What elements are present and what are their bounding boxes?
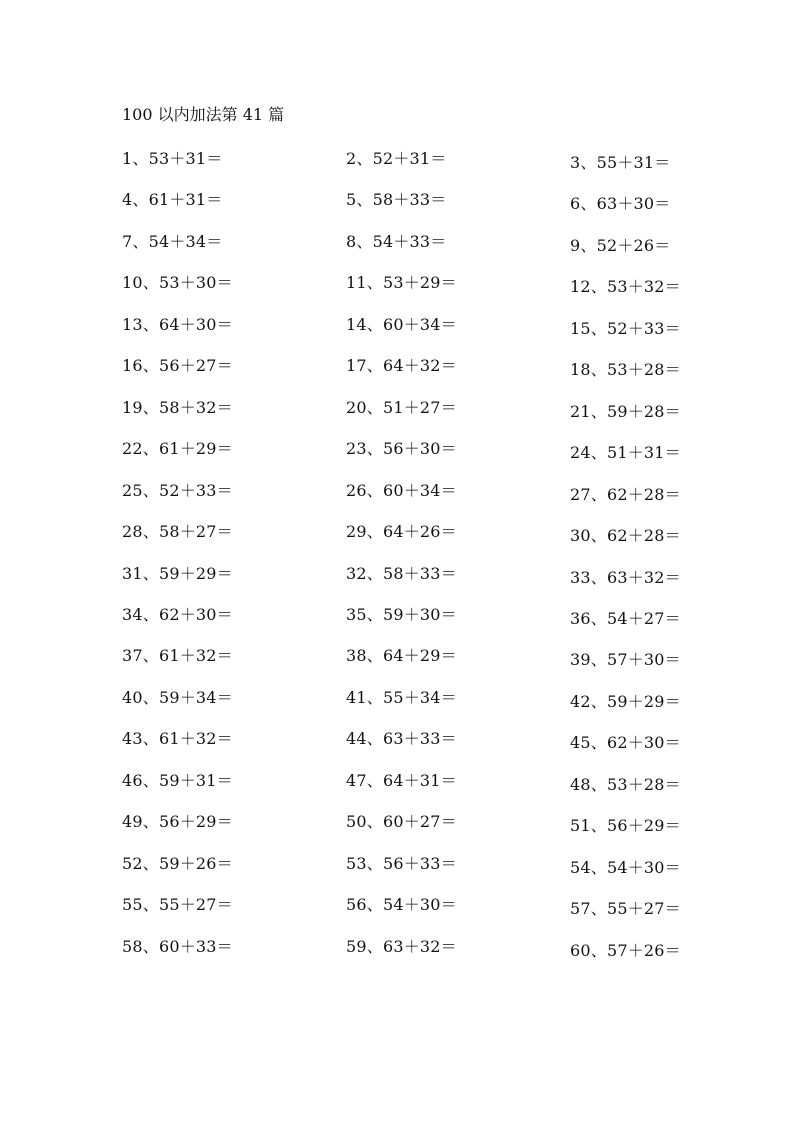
problem-item: 6、63＋30＝ bbox=[570, 194, 671, 213]
problem-item: 40、59＋34＝ bbox=[122, 688, 233, 707]
problem-item: 9、52＋26＝ bbox=[570, 236, 671, 255]
problem-item: 43、61＋32＝ bbox=[122, 729, 233, 748]
problem-item: 5、58＋33＝ bbox=[346, 190, 447, 209]
problem-item: 19、58＋32＝ bbox=[122, 398, 233, 417]
problem-item: 13、64＋30＝ bbox=[122, 315, 233, 334]
problem-item: 11、53＋29＝ bbox=[346, 273, 457, 292]
problem-item: 53、56＋33＝ bbox=[346, 854, 457, 873]
problem-item: 48、53＋28＝ bbox=[570, 775, 681, 794]
problem-item: 14、60＋34＝ bbox=[346, 315, 457, 334]
problem-item: 44、63＋33＝ bbox=[346, 729, 457, 748]
problem-item: 55、55＋27＝ bbox=[122, 895, 233, 914]
problem-item: 15、52＋33＝ bbox=[570, 319, 681, 338]
problem-item: 29、64＋26＝ bbox=[346, 522, 457, 541]
problem-item: 32、58＋33＝ bbox=[346, 564, 457, 583]
problem-item: 26、60＋34＝ bbox=[346, 481, 457, 500]
problem-item: 31、59＋29＝ bbox=[122, 564, 233, 583]
problem-item: 35、59＋30＝ bbox=[346, 605, 457, 624]
problem-item: 52、59＋26＝ bbox=[122, 854, 233, 873]
problem-item: 36、54＋27＝ bbox=[570, 609, 681, 628]
problem-item: 56、54＋30＝ bbox=[346, 895, 457, 914]
problem-item: 23、56＋30＝ bbox=[346, 439, 457, 458]
problem-item: 59、63＋32＝ bbox=[346, 937, 457, 956]
problem-item: 1、53＋31＝ bbox=[122, 149, 223, 168]
page-title: 100 以内加法第 41 篇 bbox=[122, 105, 285, 124]
problem-item: 28、58＋27＝ bbox=[122, 522, 233, 541]
problem-item: 45、62＋30＝ bbox=[570, 733, 681, 752]
problem-item: 42、59＋29＝ bbox=[570, 692, 681, 711]
problem-item: 57、55＋27＝ bbox=[570, 899, 681, 918]
problem-item: 2、52＋31＝ bbox=[346, 149, 447, 168]
problem-item: 51、56＋29＝ bbox=[570, 816, 681, 835]
problem-item: 12、53＋32＝ bbox=[570, 277, 681, 296]
problem-item: 24、51＋31＝ bbox=[570, 443, 681, 462]
problem-item: 7、54＋34＝ bbox=[122, 232, 223, 251]
problem-item: 54、54＋30＝ bbox=[570, 858, 681, 877]
problem-item: 49、56＋29＝ bbox=[122, 812, 233, 831]
problem-item: 46、59＋31＝ bbox=[122, 771, 233, 790]
problem-item: 34、62＋30＝ bbox=[122, 605, 233, 624]
problem-item: 22、61＋29＝ bbox=[122, 439, 233, 458]
problem-item: 20、51＋27＝ bbox=[346, 398, 457, 417]
problem-item: 47、64＋31＝ bbox=[346, 771, 457, 790]
problem-item: 37、61＋32＝ bbox=[122, 646, 233, 665]
problem-item: 17、64＋32＝ bbox=[346, 356, 457, 375]
problem-item: 21、59＋28＝ bbox=[570, 402, 681, 421]
problem-item: 18、53＋28＝ bbox=[570, 360, 681, 379]
problem-item: 10、53＋30＝ bbox=[122, 273, 233, 292]
problem-item: 16、56＋27＝ bbox=[122, 356, 233, 375]
problem-item: 33、63＋32＝ bbox=[570, 568, 681, 587]
problem-item: 60、57＋26＝ bbox=[570, 941, 681, 960]
problem-item: 30、62＋28＝ bbox=[570, 526, 681, 545]
problem-item: 3、55＋31＝ bbox=[570, 153, 671, 172]
problem-item: 58、60＋33＝ bbox=[122, 937, 233, 956]
problem-item: 4、61＋31＝ bbox=[122, 190, 223, 209]
problem-item: 25、52＋33＝ bbox=[122, 481, 233, 500]
problem-item: 39、57＋30＝ bbox=[570, 650, 681, 669]
problem-item: 41、55＋34＝ bbox=[346, 688, 457, 707]
problem-item: 50、60＋27＝ bbox=[346, 812, 457, 831]
problem-item: 27、62＋28＝ bbox=[570, 485, 681, 504]
problem-item: 8、54＋33＝ bbox=[346, 232, 447, 251]
problem-item: 38、64＋29＝ bbox=[346, 646, 457, 665]
